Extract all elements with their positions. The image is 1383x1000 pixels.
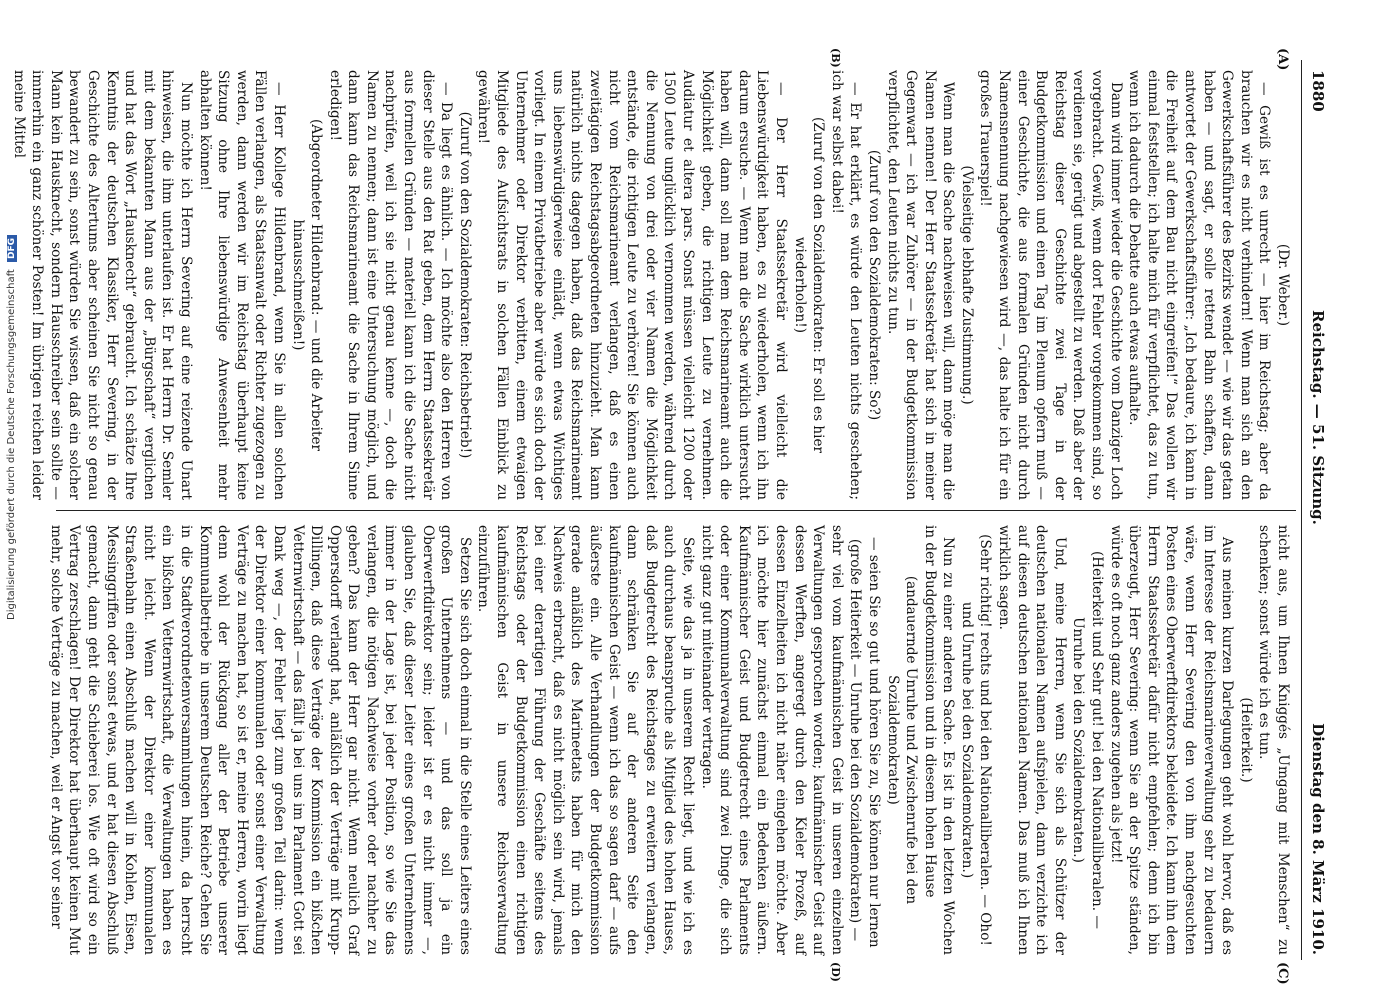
session-title: Reichstag. — 51. Sitzung. — [1309, 310, 1327, 525]
paragraph: Nun möchte ich Herrn Severing auf eine reizende Unart hinweisen, die ihm unterlaufen ist. Er hat Herrn Dr. Semler mit dem bekannten Mann aus der „Bürgschaft“ verglichen und hat das Wort „Hausknecht“ gebraucht. Ich schätze Ihre Kenntnis der deutschen Klassiker, Herr Severing, in der Geschichte des Altertums aber scheinen Sie nicht so genau bewandert zu sein, sonst würden Sie wissen, daß ein solcher Mann kein Hausknecht, sondern Hausschreiber sein sollte — immerhin ein ganz schöner Posten! Im übrigen reichen leider meine Mittel — [10, 70, 194, 500]
digitization-credit — [6, 237, 20, 620]
margin-marker-c: (C) — [1275, 962, 1290, 985]
dfg-logo: DFG — [7, 235, 17, 262]
paragraph: sehr viel vom kaufmännischen Geist in unseren einzelnen Verwaltungen gesprochen worden; kaufmännischer Geist auf dessen Werften, angeregt durch den Kieler Prozeß, auf dessen Einzelheiten ich nicht näher eingehen möchte. Aber ich möchte hier zunächst einmal ein Bedenken äußern. Kaufmännischer Geist und Budgetrecht eines Parlaments oder einer Kommunalverwaltung sind zwei Dinge, die sich nicht ganz gut miteinander vertragen. — [698, 525, 845, 955]
right-column — [47, 525, 1292, 955]
margin-marker-d: (D) — [829, 962, 842, 982]
paragraph: Nun zu einer anderen Sache. Es ist in den letzten Wochen in der Budgetkommission und in diesem hohen Hause — [921, 525, 957, 955]
paragraph: Und, meine Herren, wenn Sie sich als Schützer der deutschen nationalen Namen aufspielen, dann verzichte ich auf diesen deutschen nationalen Namen. Das muß ich Ihnen wirklich sagen. — [996, 525, 1068, 955]
margin-marker-a: (A) — [1275, 48, 1290, 71]
paragraph: — Der Herr Staatssekretär wird vielleicht die Liebenswürdigkeit haben, es zu wiederholen, wenn ich ihn darum ersuche. — Wenn man die Sache wirklich untersucht haben will, dann soll man dem Reichsmarineamt auch die Möglichkeit geben, die richtigen Leute zu vernehmen. Audiatur et altera pars. Sonst müssen vielleicht 1200 oder 1500 Leute unglücklich vernommen werden, während durch die Nennung von drei oder vier Namen die Möglichkeit entstände, die richtigen Leute zu verhören! Sie können auch nicht vom Reichsmarineamt verlangen, daß es einen zweitägigen Reichstagsabgeordneten hinzuzieht. Man kann natürlich nichts dagegen haben, daß das Reichsmarineamt uns liebenswürdigerweise einlädt, wenn etwas Wichtiges vorliegt. In einem Privatbetriebe aber würde es sich doch der Unternehmer oder Direktor verbitten, einem etwaigen Mitgliede des Aufsichtsrats in solchen Fällen Einblick zu gewähren! — [475, 70, 789, 500]
paragraph: — Da liegt es ähnlich. — Ich möchte also den Herren von dieser Stelle aus den Rat geben, dem Herrn Staatssekretär aus formellen Gründen — materiell kann ich die Sache nicht nachprüfen, weil ich sie nicht genau kenne —, doch die Namen zu nennen; dann ist eine Untersuchung möglich, und dann kann das Reichsmarineamt die Sache in Ihrem Sinne erledigen! — [326, 70, 455, 500]
paragraph: — Er hat erklärt, es würde den Leuten nichts geschehen; ich war selbst dabei! — [828, 70, 864, 500]
stage-direction: (Zuruf von den Sozialdemokraten: So?) — [865, 149, 882, 421]
paragraph: Aus meinen kurzen Darlegungen geht wohl hervor, daß es im Interesse der Reichsmarineverwaltung sehr zu bedauern wäre, wenn Herr Severing den von ihm nachgesuchten Posten eines Oberwerftdirektors bekleidete. Ich kann ihn dem Herrn Staatssekretär dafür nicht empfehlen; denn ich bin überzeugt, Herr Severing: wenn Sie an der Spitze ständen, würde es oft noch ganz anders zugehen als jetzt! — [1107, 525, 1236, 955]
column-divider — [56, 510, 1296, 511]
stage-direction: (Zuruf von den Sozialdemokraten: Reichsbetrieb!) — [456, 111, 473, 459]
paragraph: Seite, wie das ja in unserem Recht liegt, und wie ich es auch durchaus beanspruche als Mitglied des hohen Hauses, daß Budgetrecht des Reichstages zu erweitern verlangen, dann schränken Sie auf der anderen Seite den kaufmännischen Geist — wenn ich das so sagen darf — aufs äußerste ein. Alle Verhandlungen der Budgetkommission gerade anläßlich des Marineetats haben für mich den Nachweis erbracht, daß es nicht möglich sein wird, jemals bei einer derartigen Führung der Geschäfte seitens des Reichstags oder der Budgetkommission einen richtigen kaufmännischen Geist in unsere Reichsverwaltung einzuführen. — [475, 525, 696, 955]
paragraph: — Herr Kollege Hildenbrand, wenn Sie in allen solchen Fällen verlangen, als Staatsanwalt oder Richter zugezogen zu werden, dann werden wir im Reichstag überhaupt keine Sitzung ohne Ihre liebenswürdige Anwesenheit mehr abhalten können! — [196, 70, 287, 500]
paragraph: — seien Sie so gut und hören Sie zu, Sie können nur lernen — [865, 537, 882, 948]
header-rule — [1301, 60, 1302, 960]
paragraph: Wenn man die Sache nachweisen will, dann möge man die Namen nennen! Der Herr Staatssekretär hat sich in meiner Gegenwart — ich war Zuhörer — in der Budgetkommission verpflichtet, den Leuten nichts zu tun. — [884, 70, 957, 500]
stage-direction: (Sehr richtig! rechts und bei den Nationalliberalen. — Oho! und Unruhe bei den Sozialdemokraten.) — [958, 534, 994, 946]
paragraph: Dann wird immer wieder die Geschichte vom Danziger Loch vorgebracht. Gewiß, wenn dort Fehler vorgekommen sind, so verdienen sie, gerügt und abgestellt zu werden. Daß aber der Reichstag dieser Geschichte zwei Tage in der Budgetkommission und einen Tag im Plenum opfern muß — einer Geschichte, die aus formalen Gründen nicht durch Namensnennung nachgewiesen wird —, das halte ich für ein großes Trauerspiel! — [977, 70, 1124, 500]
margin-marker-b: (B) — [829, 48, 842, 68]
stage-direction: (Heiterkeit.) — [1237, 697, 1254, 783]
stage-direction: (Vielseitige lebhafte Zustimmung.) — [958, 165, 975, 405]
speaker-label: (Dr. Weber.) — [1275, 243, 1291, 327]
stage-direction: (große Heiterkeit — Unruhe bei den Sozialdemokraten) — — [847, 538, 864, 942]
paragraph: nicht aus, um Ihnen Kniggés „Umgang mit Menschen“ zu schenken; sonst würde ich es tun. — [1256, 525, 1291, 955]
page-header — [1304, 70, 1332, 955]
paragraph: Setzen Sie sich doch einmal in die Stelle eines Leiters eines großen Unternehmens — und das soll ja ein Oberwerftdirektor sein; leider ist er es nicht immer —, glauben Sie, daß dieser Leiter eines großen Unternehmens immer in der Lage ist, bei jeder Position, so wie Sie das verlangen, die nötigen Nachweise vorher oder nachher zu geben? Das kann der Herr gar nicht. Wenn neulich Graf Oppersdorff verlangt hat, anläßlich der Verträge mit Krupp-Dillingen, daß diese Verträge der Kommission ein bißchen Vetternwirtschaft — das fällt ja bei uns im Parlament Gott sei Dank weg —, der Fehler liegt zum großen Teil darin: wenn der Direktor einer kommunalen oder sonst einer Verwaltung Verträge zu machen hat, so ist er, meine Herren, worin liegt denn wohl der Rückgang aller der Betriebe unserer Kommunalbetriebe in unserem Deutschen Reiche? Gehen Sie in die Stadtverordnetenversammlungen hinein, da herrscht ein bißchen Vetternwirtschaft, die Verwaltungen haben es nicht leicht. Wenn der Direktor einer kommunalen Straßenbahn einen Abschluß machen will in Kohlen, Eisen, Messinggriffen oder sonst etwas, und er hat diesen Abschluß gemacht, dann geht die Schieberei los. Wie oft wird so ein Vertrag zerschlagen! Der Direktor hat überhaupt keinen Mut mehr, solche Verträge zu machen, weil er Angst vor seiner — [47, 525, 473, 955]
stage-direction: (Zuruf von den Sozialdemokraten: Er soll es hier wiederholen!) — [791, 116, 827, 454]
page-number: 1880 — [1309, 70, 1327, 112]
stage-direction: (andauernde Unruhe und Zwischenrufe bei den Sozialdemokraten) — [884, 575, 920, 905]
credit-text: Digitalisierung gefördert durch die Deutsche Forschungsgemeinschaft — [6, 269, 17, 620]
stage-direction: (Heiterkeit und Sehr gut! bei den Nationalliberalen. — Unruhe bei den Sozialdemokraten.) — [1070, 550, 1106, 929]
stage-direction: (Abgeordneter Hildenbrand: — und die Arbeiter hinausschmeißen!) — [289, 118, 325, 452]
paragraph: — Gewiß ist es unrecht — hier im Reichstag; aber da brauchen wir es nicht verhindern! Wenn man sich an den Gewerkschaftsführer des Bezirks wendet — wie wir das getan haben — und sagt, er solle rettend Bahn schaffen, dann antwortet der Gewerkschaftsführer: „Ich bedaure, ich kann in die Freiheit auf dem Bau nicht eingreifen!“ Das wollen wir einmal feststellen; ich halte mich für verpflichtet, das zu tun, wenn ich dadurch die Debatte auch etwas aufhalte. — [1126, 70, 1273, 500]
session-date: Dienstag den 8. März 1910. — [1309, 723, 1327, 955]
